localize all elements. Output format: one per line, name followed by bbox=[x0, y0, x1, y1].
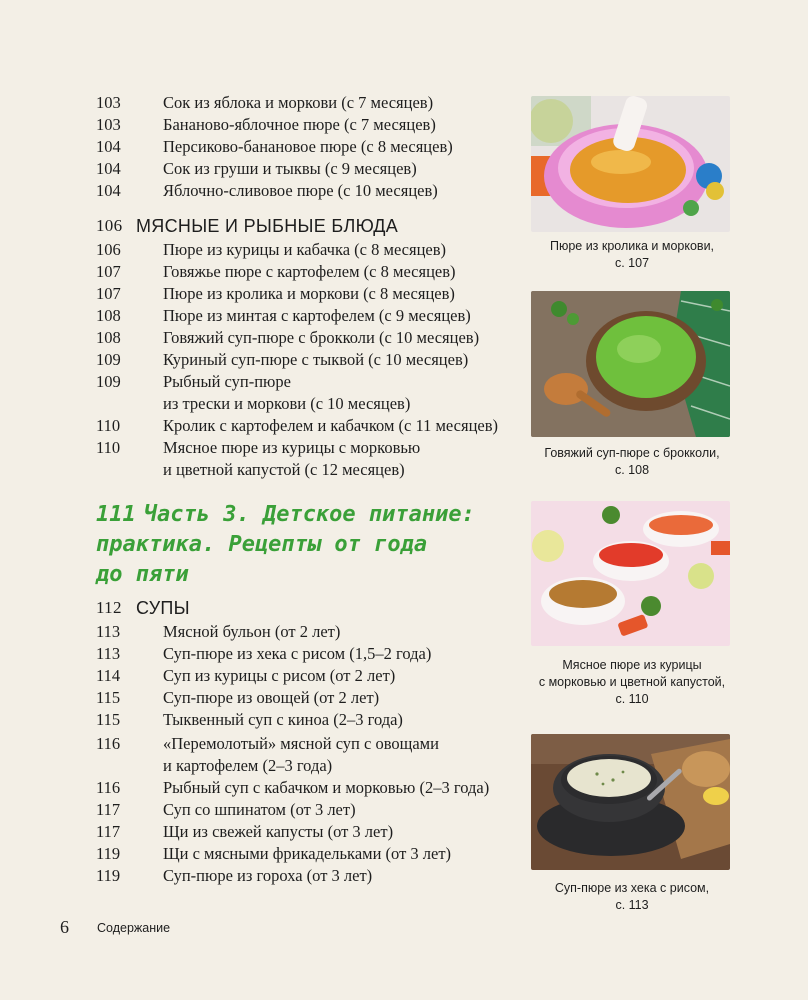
cream-soup-illustration bbox=[531, 734, 730, 870]
photo-caption: Суп-пюре из хека с рисом, с. 113 bbox=[554, 881, 710, 912]
photo-hake-rice-soup bbox=[531, 734, 730, 870]
part-heading-line2: практика. Рецепты от года bbox=[96, 532, 428, 557]
photo-caption: Пюре из кролика и моркови, с. 107 bbox=[549, 239, 715, 270]
page-number: 6 bbox=[60, 917, 69, 937]
part-heading-line3: до пяти bbox=[96, 562, 189, 587]
footer-label: Содержание bbox=[97, 921, 171, 935]
puree-bowls-illustration bbox=[531, 501, 730, 646]
photo-chicken-carrot-puree bbox=[531, 501, 730, 646]
photo-beef-broccoli-soup bbox=[531, 291, 730, 437]
puree-bowl-illustration bbox=[531, 96, 730, 232]
photo-caption: Говяжий суп-пюре с брокколи, с. 108 bbox=[544, 446, 720, 477]
photo-caption: Мясное пюре из курицы с морковью и цветной капустой, с. 110 bbox=[538, 658, 726, 706]
part-heading[interactable] bbox=[96, 500, 536, 590]
part-heading-line1: 111 Часть 3. Детское питание: bbox=[96, 502, 475, 527]
green-soup-illustration bbox=[531, 291, 730, 437]
photo-rabbit-carrot-puree bbox=[531, 96, 730, 232]
